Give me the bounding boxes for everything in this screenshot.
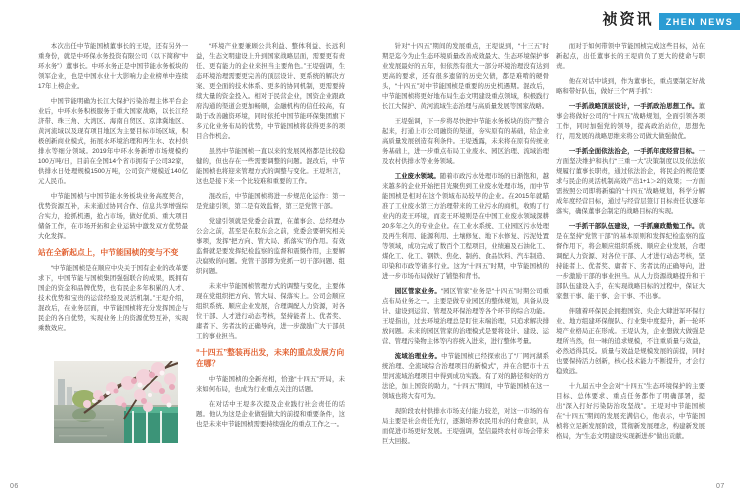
magazine-title: 祯资讯 [602,10,654,28]
paragraph: 工业废水领域。随着市政污水处理市场的日渐饱和，越来越多的企业开始把目光聚焦到工业废水处理市场，而中节能国桢是相对在这个领域布局较早的企业。在2015年就瞄准了工业废水第三方治理带来的工业污水的商机，收购了行业内的麦王环境，而麦王环境则是在中国工业废水领域深耕20多年之久的专业企业。在工业水系统、工业园区污水处理及再生利用、能源利用、土壤修复、地下水修复、污泥处置等领域，成功完成了数百个工程项目，业绩遍及石油化工、煤化工、化工、钢铁、焦化、制药、食品饮料、汽车制造、印染和市政等诸多行业。这为“十四五”时期，中节能国桢的进一步市场布局做好了铺垫和背书。 [382,173,550,280]
paragraph: “环境产业要兼顾公共利益、整体利益、长远利益，生态文明建设上升到国家战略层面，需要更有责任、更有能力的企业来担当主要角色。”王堤强调，生态环境治理需要更完善的顶层设计、更系统的解决方案、更全面的技术体系、更多的协同机制，更需要持续大量的资金投入。相对于民营企业，国资企业跟政府沟通的渠道会更加畅顺，金融机构的信任较高，有助于改善融资环境，同时依托中国节能环保集团旗下多元化业务布局的优势，中节能国桢将获得更多的项目合作机会。 [196,43,345,140]
paragraph: 一手抓干部队伍建设，一手抓廉政勤勉工作。就是在坚持“党管干部”的基本原则和发挥纪检监察的监督作用下，将会顺应组织系统、顺应企业发展，合理调配人力资源、对各位干部、人才进行动态考核，坚持能者上、优者奖、庸者下、劣者汰的正确导向，进一步激励干部的事业担当。从人力资源战略提升和干部队伍建设入手，在实现战略目标的过程中，保证大家想干事、能干事、会干事、不出事。 [556,223,705,300]
paragraph: 现阶段农村供排水市场支付能力较差，对这一市场的布局主要是社会责任先行，逐渐培养农民用水的付费意识，从而促进市场更好发展。王堤强调，坚信最终农村市场会带来巨大回报。 [382,408,549,445]
section-heading: 站在全新起点上，中节能国桢的变与不变 [38,248,179,257]
left-page-number: 06 [10,483,19,490]
lakeside-cherry-blossoms-photo [54,361,178,443]
paragraph-lead: 园区管家业务。 [394,288,441,295]
paragraph: 党建引领就是党委会前置，在董事会、总经理办公会之前，甚至是在股东会之前，党委会要研究相关事项，发挥“把方向、管大局、抓落实”的作用。有效监督就是要发挥纪检监察的监督和震慑作用，主要解决腐败的问题。党管干部即为党抓一切干部问题、组织问题。 [196,218,345,275]
paragraph-lead: 一手抓全面依法治企，一手抓年度经营目标。 [568,148,699,155]
paragraph: 十九届五中全会对“十四五”生态环境保护的主要目标、总体要求、重点任务都作了明确部署，提出“深入打好污染防治攻坚战”。王堤对中节能国桢在“十四五”期间的发展充满信心，他表示，中节能国桢将立足新发展阶段，贯彻新发展理念，构建新发展格局，为“生态文明建设实现新进步”做出贡献。 [556,383,705,440]
paragraph: 王堤强调，下一步将尽快把中节能水务板块的资产整合起来，打通上市公司融资的渠道，夯实原有的基础，给企业高质量发展创造有利条件。王堤透露，未来将在原有传统业务基础上，进一步重点布局工业废水、园区治理、流域治理及农村供排水等业务领域。 [382,118,549,165]
paragraph-lead: 工业废水领域。 [394,173,440,180]
paragraph: 他在对话中谈到，作为董事长，重点要制定好战略和带好队伍，做好三个“两手抓”： [556,78,705,95]
left-page-column-2 [196,42,345,452]
news-banner: ZHEN NEWS [659,13,740,30]
paragraph: 在对话中王堤多次提及企业践行社会责任的话题。他认为这是企业做强做大的前提和重要条件，这也是未来中节能国桢需要持续强化的重点工作之一。 [196,401,345,428]
paragraph: 虽然中节能国桢一直以来的发展风格都是比较稳健的，但也存在一些需要调整的问题。混改后，中节能国桢也将迎来管理方式的调整与变化。王堤坦言，这也是接下来一个比较难和重要的工作。 [196,148,345,185]
paragraph-lead: 流域治理业务。 [394,353,442,360]
paragraph: “中节能国桢是在顺应中央关于国有企业的改革要求下，中国节能与国桢集团强强联合的成果，既拥有国企的资金和品牌优势，也有民企多年积累的人才、技术优势和宝贵的运营经验及灵活机制。”王堤介绍，混改后，在业务层面，中节能国桢将充分发挥国企与民企的各自优势，实现业务上的资源优势互补，实现乘数效应。 [38,265,188,332]
paragraph: 针对“十四五”期间的发展重点，王堤说到，“十三五”时期是迄今为止生态环境质量改善成效最大、生态环境保护事业发展最好的五年，但依然有很大一部分环境治理没有达到更高的要求，还有很多遗留的历史欠债，都是难啃的硬骨头，“十四五”对中节能国桢是重要的历史机遇期。混改后，中节能国桢将更好地布局生态文明建设重点领域，积极践行长江大保护、黄河流域生态治理与高质量发展等国家战略。 [382,43,549,110]
paragraph: 而对于如何带领中节能国桢完成这些目标，站在新起点，出任董事长的王堤肩负了更大的使命与职责。 [556,43,705,70]
paragraph: 流域治理业务。中节能国桢已经探索出了“厂网河湖系统治理、全流域综合治理项目的新模式”，并在合肥市十五里河流域治理项目中得到成功实践。有了对的路径和好的方法论，加上国资的助力，“十四五”期间，中节能国桢在这一领域也将大有可为。 [382,353,549,400]
right-page-column-2 [556,42,705,462]
right-page-column-1 [382,42,549,462]
paragraph: 未来中节能国桢管理方式的调整与变化，主要体现在党组织把方向、管大局、保落实上。公司会顺应组织系统、顺应企业发展，合理调配人力资源，对各位干部、人才进行动态考核，坚持能者上、优者奖、庸者下、劣者汰的正确导向，进一步激励广大干部员工的事业担当。 [196,283,345,340]
paragraph: 园区管家业务。“园区管家”业务是“十四五”时期公司重点布局业务之一。主要是做专业园区的整体规划，具备从设计、建设到运营、管理及环保治理等各个环节的综合功能。王堤指出，过去环境治理总是盯住末端治理，只追求解决排放问题。未来的园区管家的治理模式是要将设计、建设、运营、管理污染物主体等内容统入进来，进行整体考量。 [382,288,550,345]
left-page-column-1 [38,42,188,352]
paragraph: 中国节能明确为长江大保护污染治理主体平台企业后，中环水务积极服务于重大国家战略，以长江经济带、珠三角、大湾区、海南自贸区、京津冀地区、黄河流域以及现有项目地区为主要目标市场区域，积极创新商业模式，拓展水环境治理和再生水、农村供排水等细分领域。2019年中环水务新增市场规模约100万吨/日，目前在全国14个省市拥有子公司32家，供排水日处理规模1500万吨，公司资产规模近140亿元人民币。 [38,98,188,185]
section-heading: “十四五”整装再出发，未来的重点发展方向在哪？ [196,348,345,368]
paragraph: 一手抓战略顶层设计，一手抓政治思想工作。董事会将做好公司的“十四五”战略规划，全面引领各项工作，同时加强党的领导，提高政治站位，思想先行，用发展的战略思维来将公司做大做强做优。 [556,103,705,140]
paragraph: 一手抓全面依法治企，一手抓年度经营目标。一方面坚决维护和执行“三重一大”决策制度以及依法依规履行董事长职责，通过依法治企，将民企的规范要求与民企的灵活机制高效产出1+1＞2的效果；一方面需按照公司即将新编的“十四五”战略规划，科学分解成年度经营目标，通过与经营层签订目标责任状逐年落实，确保董事会制定的战略目标的实现。 [556,148,705,215]
paragraph: 伴随着环保民企拥抱国资、央企大肆进军环保行业、地方组建环保舰队、行业集中度提升，新一轮环境产业格局正在形成。王堤认为，企业想做大做强是理所当然，但一味的追求规模，不注重质量与效益，必然适得其反。质量与效益是规模发展的前提，同时也要保持活力创新，核心技术能力不断提升，才会行稳致远。 [556,308,705,375]
paragraph: 中节能国桢与中国节能水务板块业务高度契合，优势资源互补，未来通过协同合作、信息共享增强综合实力，抢抓机遇，抢占市场，做好优质、重大项目储备工作，在市场开拓和企业运转中激发双方优势最大化发挥。 [38,193,188,240]
paragraph: 本次出任中节能国桢董事长的王堤，还有另外一重身份，就是中环保水务投资有限公司（以下简称“中环水务”）董事长。中环水务正是中国节能水务板块的领军企业，也是中国水业十大影响力企业榜单中连续17年上榜企业。 [38,43,188,90]
paragraph-lead: 一手抓战略顶层设计，一手抓政治思想工作。 [568,103,699,110]
paragraph: 中节能国桢的全新亮相，恰逢“十四五”开局，未来如何布局，也成为行业重点关注的话题。 [196,376,345,393]
paragraph: 混改后，中节能国桢将进一步规范化运作：第一是党建引领，第二是有效监督，第三是党管干部。 [196,193,345,210]
right-page-number: 07 [716,483,725,490]
paragraph-lead: 一手抓干部队伍建设，一手抓廉政勤勉工作。 [568,223,699,230]
